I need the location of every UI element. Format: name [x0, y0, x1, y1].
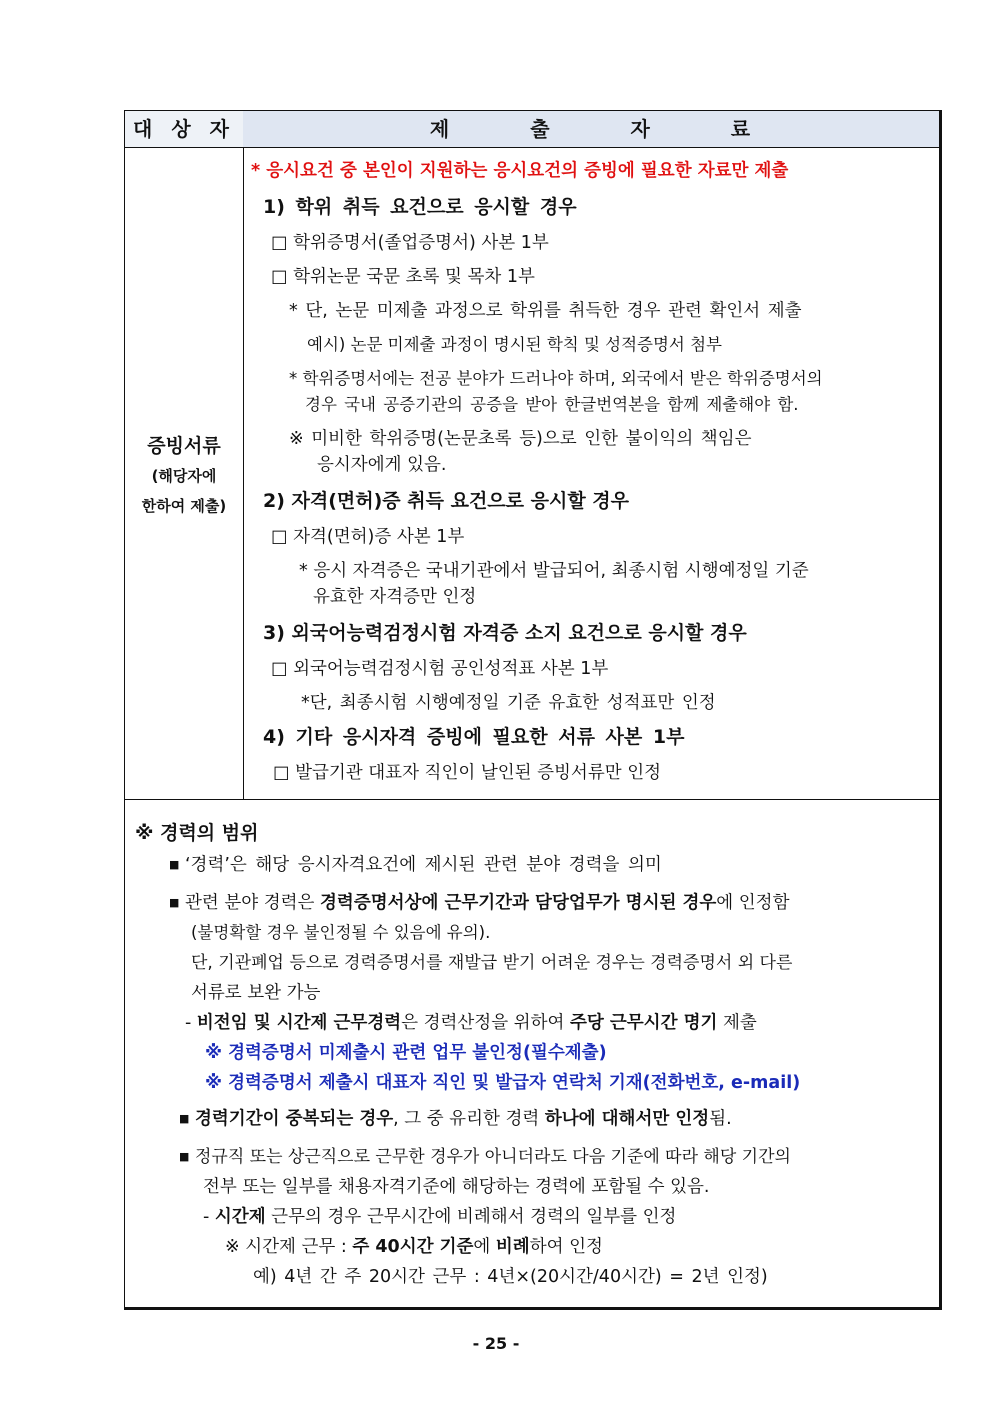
career-ref-bold2: 비례 [495, 1237, 530, 1257]
section1-note2b: 경우 국내 공증기관의 공증을 받아 한글번역본을 함께 제출해야 함. [305, 395, 799, 414]
square-bullet-icon: ■ [179, 1150, 190, 1163]
label-line1: 증빙서류 [147, 435, 221, 457]
career-ref-post: 하여 인정 [529, 1237, 603, 1257]
square-bullet-icon: ■ [169, 858, 180, 871]
career-dash2 [203, 1205, 676, 1229]
career-bullet2-pre: 관련 분야 경력은 [184, 893, 321, 913]
career-blue-note2: ※ 경력증명서 제출시 대표자 직인 및 발급자 연락처 기재(전화번호, e-mail) [205, 1073, 801, 1093]
career-bullet2-line3: 단, 기관폐업 등으로 경력증명서를 재발급 받기 어려운 경우는 경력증명서 외 다른 [191, 953, 793, 973]
career-ref-bold: 주 40시간 기준 [352, 1237, 474, 1257]
career-dash1-bold: 비전임 및 시간제 근무경력 [196, 1013, 402, 1033]
career-dash1-bold2: 주당 근무시간 명기 [569, 1013, 718, 1033]
career-bullet2-line4: 서류로 보완 가능 [191, 983, 321, 1003]
career-dash1-post: 제출 [717, 1013, 757, 1033]
dash-mark: - [203, 1207, 215, 1227]
label-line3: 한하여 제출) [141, 497, 227, 515]
career-bullet1-text: ‘경력’은 해당 응시자격요건에 제시된 관련 분야 경력을 의미 [184, 855, 662, 875]
section1-item1: □ 학위증명서(졸업증명서) 사본 1부 [271, 233, 549, 253]
section2-title: 2) 자격(면허)증 취득 요건으로 응시할 경우 [263, 490, 630, 512]
left-label-cell [125, 147, 244, 799]
section1-note3b: 응시자에게 있음. [317, 455, 447, 475]
career-bullet3-bold: 경력기간이 중복되는 경우 [194, 1109, 394, 1129]
career-ref-pre: ※ 시간제 근무 : [225, 1237, 353, 1257]
notice-text: * 응시요건 중 본인이 지원하는 응시요건의 증빙에 필요한 자료만 제출 [251, 161, 789, 181]
career-title: ※ 경력의 범위 [135, 822, 259, 844]
career-bullet4 [179, 1145, 791, 1169]
career-bullet3-post: 됨. [709, 1109, 732, 1129]
section3-item1: □ 외국어능력검정시험 공인성적표 사본 1부 [271, 659, 609, 679]
table-header-row [125, 111, 939, 148]
square-bullet-icon: ■ [179, 1112, 190, 1125]
career-dash2-post: 근무의 경우 근무시간에 비례해서 경력의 일부를 인정 [265, 1207, 677, 1227]
career-reference [225, 1235, 603, 1259]
section3-title: 3) 외국어능력검정시험 자격증 소지 요건으로 응시할 경우 [263, 622, 747, 644]
career-ref-mid: 에 [473, 1237, 496, 1257]
header-materials: 제 출 자 료 [243, 111, 939, 147]
section3-note1: *단, 최종시험 시행예정일 기준 유효한 성적표만 인정 [301, 693, 716, 713]
document-table [124, 110, 942, 1310]
section1-item2: □ 학위논문 국문 초록 및 목차 1부 [271, 267, 535, 287]
section1-note1b: 예시) 논문 미제출 과정이 명시된 학칙 및 성적증명서 첨부 [307, 335, 722, 354]
section1-note3: ※ 미비한 학위증명(논문초록 등)으로 인한 불이익의 책임은 [289, 429, 752, 449]
career-bullet2-line2: (불명확할 경우 불인정될 수 있음에 유의). [191, 923, 491, 942]
section1-note2: * 학위증명서에는 전공 분야가 드러나야 하며, 외국에서 받은 학위증명서의 [289, 369, 823, 388]
career-bullet2-post: 에 인정함 [716, 893, 790, 913]
career-dash1 [185, 1011, 757, 1035]
career-dash1-mid: 은 경력산정을 위하여 [401, 1013, 570, 1033]
section2-note1: * 응시 자격증은 국내기관에서 발급되어, 최종시험 시행예정일 기준 [299, 561, 809, 581]
career-bullet4-line2: 전부 또는 일부를 채용자격기준에 해당하는 경력에 포함될 수 있음. [203, 1177, 710, 1197]
section2-note1b: 유효한 자격증만 인정 [313, 587, 477, 607]
career-bullet2-bold: 경력증명서상에 근무기간과 담당업무가 명시된 경우 [320, 893, 717, 913]
career-bullet2 [169, 891, 789, 915]
career-dash2-bold: 시간제 [214, 1207, 266, 1227]
section1-note1: * 단, 논문 미제출 과정으로 학위를 취득한 경우 관련 확인서 제출 [289, 301, 802, 321]
dash-mark: - [185, 1013, 197, 1033]
section1-title: 1) 학위 취득 요건으로 응시할 경우 [263, 196, 577, 218]
career-bullet4-text: 정규직 또는 상근직으로 근무한 경우가 아니더라도 다음 기준에 따라 해당 기간의 [194, 1147, 791, 1167]
section4-item1: □ 발급기관 대표자 직인이 날인된 증빙서류만 인정 [273, 763, 662, 783]
career-bullet3-bold2: 하나에 대해서만 인정 [544, 1109, 710, 1129]
career-bullet3-mid: , 그 중 유리한 경력 [393, 1109, 545, 1129]
career-example: 예) 4년 간 주 20시간 근무 : 4년×(20시간/40시간) = 2년 인정) [253, 1267, 768, 1287]
career-blue-note1: ※ 경력증명서 미제출시 관련 업무 불인정(필수제출) [205, 1043, 607, 1063]
square-bullet-icon: ■ [169, 896, 180, 909]
career-bullet1 [169, 853, 662, 877]
header-target: 대 상 자 [125, 111, 244, 147]
page-number: - 25 - [472, 1334, 520, 1353]
label-line2: (해당자에 [151, 467, 217, 485]
section2-item1: □ 자격(면허)증 사본 1부 [271, 527, 465, 547]
section4-title: 4) 기타 응시자격 증빙에 필요한 서류 사본 1부 [263, 726, 685, 748]
career-bullet3 [179, 1107, 732, 1131]
